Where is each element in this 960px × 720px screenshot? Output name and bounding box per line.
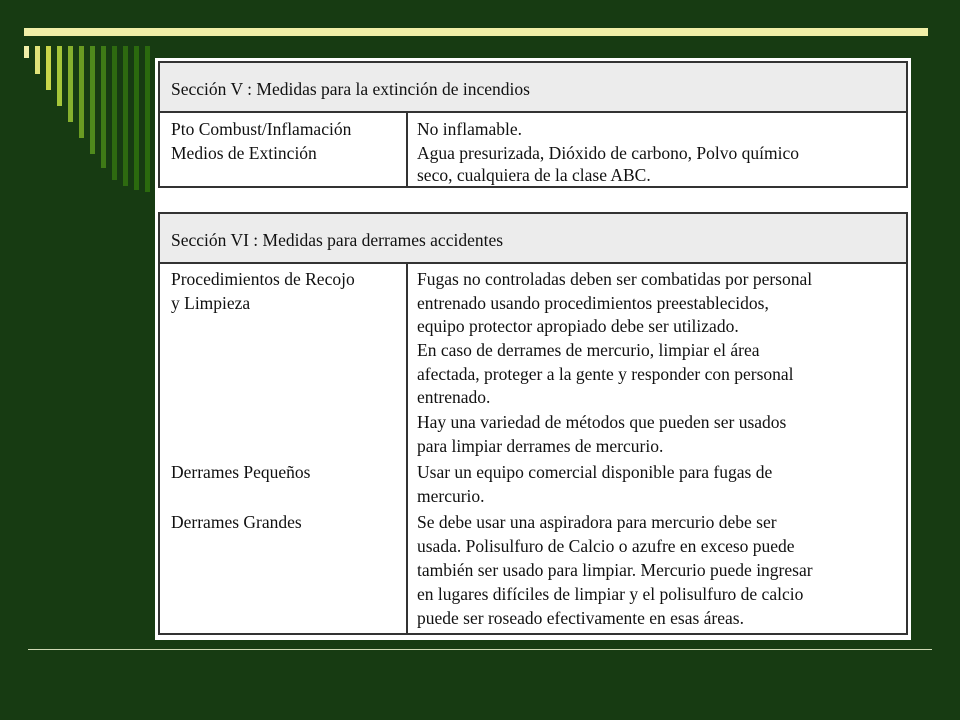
stripe-bar — [68, 46, 73, 122]
stripe-bar — [24, 46, 29, 58]
column-divider — [406, 264, 408, 633]
column-divider — [406, 113, 408, 186]
stripe-bar — [134, 46, 139, 190]
stripe-bar — [112, 46, 117, 180]
value-line: afectada, proteger a la gente y responder con personal — [417, 364, 794, 384]
value-line: también ser usado para limpiar. Mercurio puede ingresar — [417, 560, 813, 580]
section-v-table — [158, 61, 908, 188]
value-line — [417, 267, 901, 291]
label-procedimientos: Procedimientos de Recojo — [171, 269, 355, 289]
value-line: entrenado. — [417, 387, 491, 407]
value-line: No inflamable. — [417, 119, 522, 139]
value-line: Agua presurizada, Dióxido de carbono, Polvo químico — [417, 143, 799, 163]
label-medios-extincion: Medios de Extinción — [171, 143, 317, 163]
value-line: entrenado usando procedimientos preestablecidos, — [417, 293, 769, 313]
value-line: Se debe usar una aspiradora para mercurio debe ser — [417, 512, 777, 532]
bottom-rule — [28, 649, 932, 650]
value-line: en lugares difíciles de limpiar y el polisulfuro de calcio — [417, 584, 804, 604]
value-line: Hay una variedad de métodos que pueden ser usados — [417, 412, 787, 432]
stripe-bar — [90, 46, 95, 154]
value-line: puede ser roseado efectivamente en esas áreas. — [417, 608, 744, 628]
label-limpieza: y Limpieza — [171, 293, 251, 313]
stripe-bar — [57, 46, 62, 106]
value-text: Fugas no controladas deben ser combatidas por personal — [417, 269, 813, 289]
document-image — [155, 58, 911, 640]
stripe-bar — [101, 46, 106, 168]
stripe-bar — [35, 46, 40, 74]
value-line: seco, cualquiera de la clase ABC. — [417, 165, 651, 185]
section-vi-title: Sección VI : Medidas para derrames accidentes — [160, 214, 906, 264]
stripe-bar — [79, 46, 84, 138]
label-pto-combust: Pto Combust/Inflamación — [171, 119, 352, 139]
top-accent-rule — [24, 28, 928, 36]
value-line: Usar un equipo comercial disponible para fugas de — [417, 462, 773, 482]
section-vi-row — [160, 264, 906, 633]
stripe-bar — [46, 46, 51, 90]
stripe-bar — [145, 46, 150, 192]
label-derrames-pequenos: Derrames Pequeños — [171, 462, 311, 482]
value-line: para limpiar derrames de mercurio. — [417, 436, 664, 456]
value-line: En caso de derrames de mercurio, limpiar el área — [417, 340, 760, 360]
section-v-title: Sección V : Medidas para la extinción de incendios — [160, 63, 906, 113]
section-v-row — [160, 113, 906, 186]
value-line: usada. Polisulfuro de Calcio o azufre en exceso puede — [417, 536, 795, 556]
stripe-bar — [123, 46, 128, 186]
section-vi-table — [158, 212, 908, 635]
label-derrames-grandes: Derrames Grandes — [171, 512, 302, 532]
value-line: equipo protector apropiado debe ser utilizado. — [417, 316, 739, 336]
value-line: mercurio. — [417, 486, 485, 506]
